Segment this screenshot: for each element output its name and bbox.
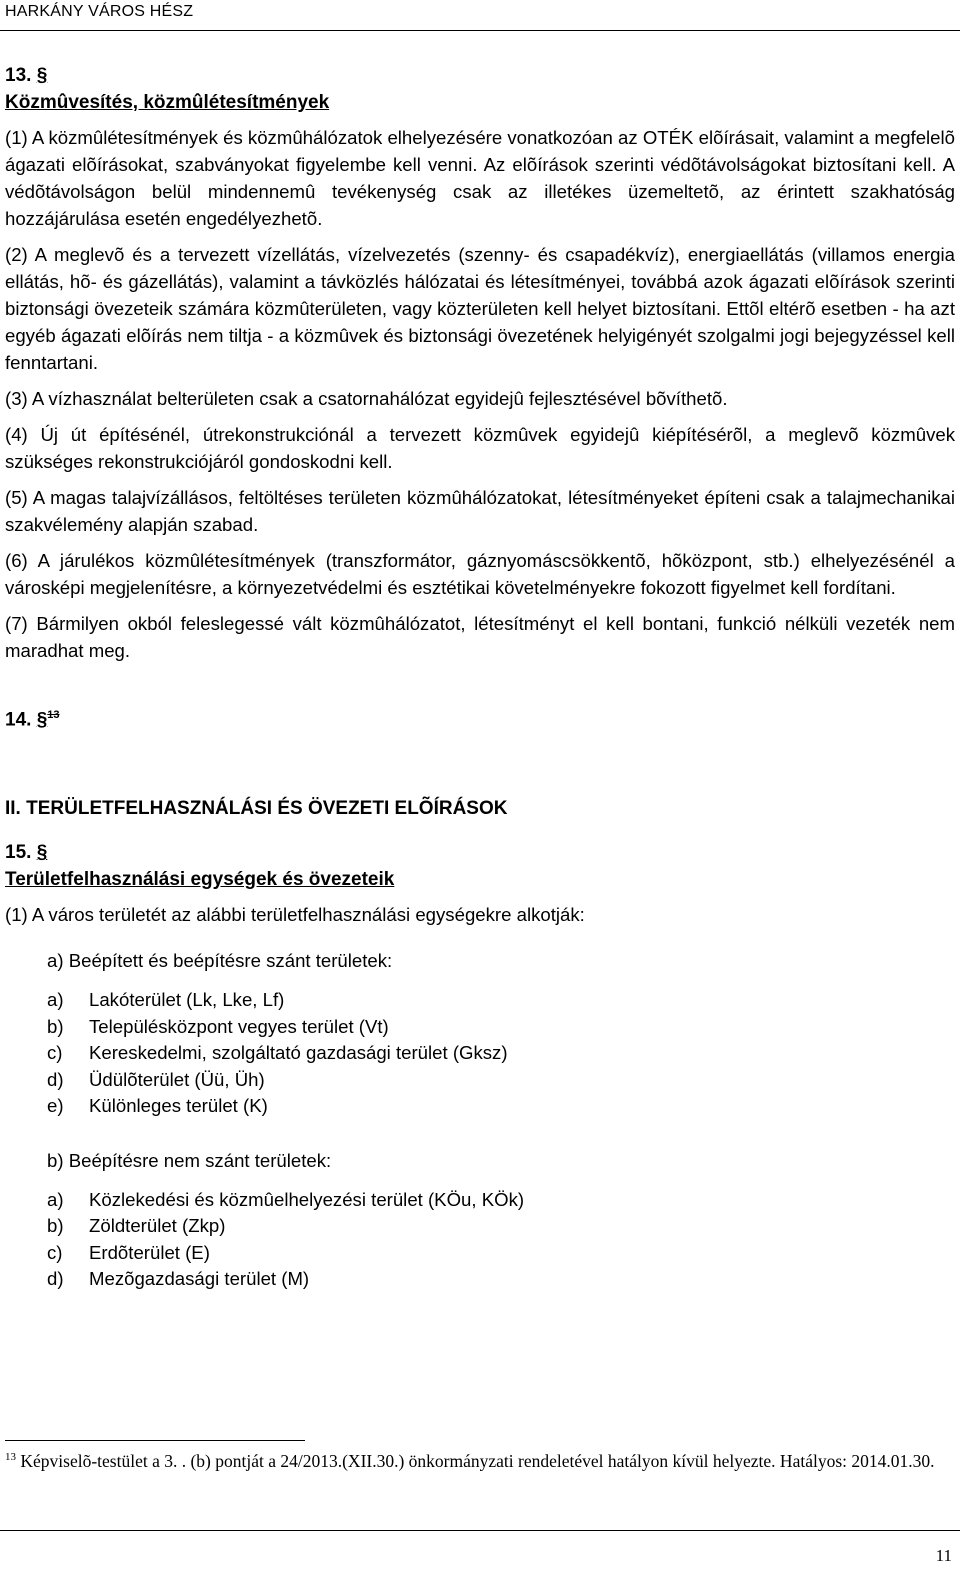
list-item: c) Kereskedelmi, szolgáltató gazdasági terület (Gksz): [47, 1042, 508, 1064]
list-item: b) Zöldterület (Zkp): [47, 1215, 226, 1237]
list-item: e) Különleges terület (K): [47, 1095, 268, 1117]
list-item: c) Erdõterület (E): [47, 1241, 210, 1263]
section-sign: §: [36, 842, 48, 864]
footnote-mark: 13: [5, 1451, 16, 1463]
section-13-heading: [5, 62, 955, 89]
list-item: d) Mezõgazdasági terület (M): [47, 1268, 310, 1290]
section-13-number: 13.: [5, 65, 32, 86]
section-13-paragraph-1: (1) A közmûlétesítmények és közmûhálózatok elhelyezésére vonatkozóan az OTÉK elõírásait, valamint a megfelelõ ágazati elõírásokat, szabványokat figyelembe kell venni. Az elõírások szerinti védõtávolságokat biztosítani kell. A védõtávolságon belül mindennemû tevékenység csak az illetékes üzemeltetõ, az érintett szakhatóság hozzájárulása esetén engedélyezhetõ.: [5, 127, 955, 229]
list-item: a) Közlekedési és közmûelhelyezési terület (KÖu, KÖk): [47, 1188, 525, 1210]
page-number: 11: [935, 1546, 952, 1565]
footnote-rule: [5, 1440, 305, 1441]
section-sign: §: [36, 709, 48, 731]
section-15-title: Területfelhasználási egységek és övezeteik: [5, 869, 395, 891]
section-13-title: Közmûvesítés, közmûlétesítmények: [5, 92, 330, 113]
footer-rule: [0, 1530, 960, 1531]
section-13-paragraph-3: (3) A vízhasználat belterületen csak a csatornahálózat egyidejû fejlesztésével bõvíthetõ.: [5, 388, 728, 409]
section-14-heading: [5, 702, 955, 733]
chapter-title: II. TERÜLETFELHASZNÁLÁSI ÉS ÖVEZETI ELÕÍRÁSOK: [5, 798, 508, 820]
section-13-paragraph-2: (2) A meglevõ és a tervezett vízellátás, vízelvezetés (szenny- és csapadékvíz), energiaellátás (villamos energia ellátás, hõ- és gázellátás), valamint a távközlés hálózatai és létesítményei, továbbá azok ágazati elõírások szerinti biztonsági övezeteik számára közmûterületen, vagy közterületen kell helyet biztosítani. Ettõl eltérõ esetben - ha azt egyéb ágazati elõírás nem tiltja - a közmûvek és biztonsági övezetének helyigényét szolgalmi jogi bejegyzéssel kell fenntartani.: [5, 244, 955, 373]
section-15-heading: [5, 839, 955, 866]
group-b-title: b) Beépítésre nem szánt területek:: [47, 1149, 332, 1171]
footnote-reference[interactable]: 13: [47, 709, 60, 721]
running-header: HARKÁNY VÁROS HÉSZ: [5, 3, 194, 20]
page-content: [5, 62, 955, 1293]
group-a-title: a) Beépített és beépítésre szánt területek:: [47, 950, 393, 972]
section-15-number: 15.: [5, 842, 32, 864]
section-14-number: 14.: [5, 709, 32, 731]
section-13-paragraph-5: (5) A magas talajvízállásos, feltöltéses területen közmûhálózatokat, létesítményeket építeni csak a talajmechanikai szakvélemény alapján szabad.: [5, 487, 955, 535]
header-rule: [0, 30, 960, 31]
section-13-paragraph-7: (7) Bármilyen okból feleslegessé vált közmûhálózatot, létesítményt el kell bontani, funkció nélküli vezeték nem maradhat meg.: [5, 613, 955, 661]
group-a-list: [47, 987, 955, 1120]
list-item: a) Lakóterület (Lk, Lke, Lf): [47, 989, 285, 1011]
list-item: d) Üdülõterület (Üü, Üh): [47, 1068, 265, 1090]
group-b-list: [47, 1187, 955, 1293]
section-sign: §: [36, 65, 48, 86]
footnote-text: Képviselõ-testület a 3. . (b) pontját a 24/2013.(XII.30.) önkormányzati rendeletével hatályon kívül helyezte. Hatályos: 2014.01.30.: [16, 1450, 935, 1471]
section-13-paragraph-4: (4) Új út építésénél, útrekonstrukciónál a tervezett közmûvek egyidejû kiépítésérõl, a meglevõ közmûvek szükséges rekonstrukciójáról gondoskodni kell.: [5, 424, 955, 472]
section-15-paragraph-1: (1) A város területét az alábbi területfelhasználási egységekre alkotják:: [5, 904, 585, 926]
list-item: b) Településközpont vegyes terület (Vt): [47, 1015, 389, 1037]
section-13-paragraph-6: (6) A járulékos közmûlétesítmények (transzformátor, gáznyomáscsökkentõ, hõközpont, stb.) elhelyezésénél a városképi megjelenítésre, a környezetvédelmi és esztétikai követelményekre fokozott figyelmet kell fordítani.: [5, 550, 955, 598]
footnote: [5, 1445, 955, 1474]
